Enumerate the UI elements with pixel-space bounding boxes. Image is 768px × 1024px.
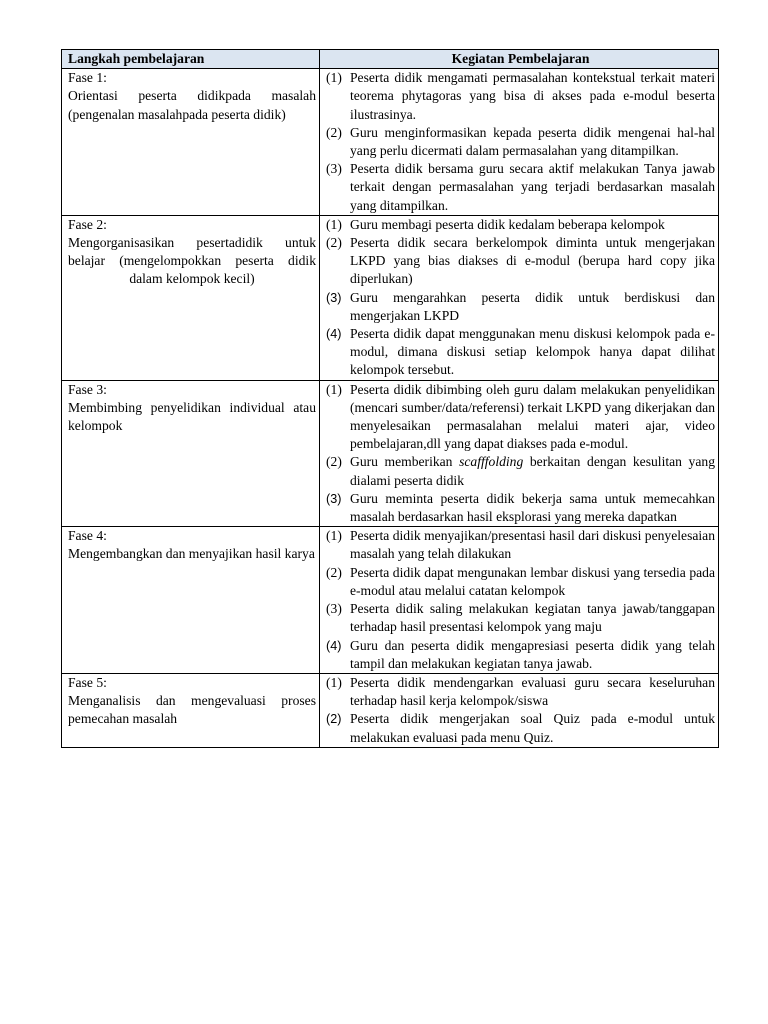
phase-4-activities-cell — [320, 527, 719, 674]
item-text: Peserta didik bersama guru secara aktif melakukan Tanya jawab terkait dengan permasalahan yang terjadi berdasarkan masalah yang ditampilkan. — [350, 161, 715, 213]
list-item — [326, 490, 715, 526]
phase-5-description: Menganalisis dan mengevaluasi proses pemecahan masalah — [68, 693, 316, 727]
item-text-start: Guru memberikan — [350, 454, 460, 470]
list-item — [326, 674, 715, 710]
item-number: (3) — [326, 290, 342, 305]
item-number: (1) — [326, 381, 342, 397]
list-item — [326, 453, 715, 489]
phase-4-activity-list — [326, 527, 715, 673]
item-number: (4) — [326, 638, 342, 653]
list-item — [326, 710, 715, 746]
list-item — [326, 160, 715, 215]
header-learning-activities: Kegiatan Pembelajaran — [320, 50, 719, 69]
item-number: (3) — [326, 161, 342, 177]
phase-1-activity-list — [326, 69, 715, 215]
list-item — [326, 564, 715, 600]
list-item — [326, 381, 715, 454]
item-number: (1) — [326, 216, 342, 232]
phase-3-step-cell — [62, 380, 320, 527]
learning-steps-table — [61, 49, 719, 748]
phase-1-description: Orientasi peserta didikpada masalah (pengenalan masalahpada peserta didik) — [68, 88, 316, 122]
table-row-phase-4 — [62, 527, 719, 674]
phase-2-activities-cell — [320, 215, 719, 380]
item-text: Guru menginformasikan kepada peserta didik mengenai hal-hal yang perlu dicermati dalam permasalahan yang ditampilkan. — [350, 124, 715, 159]
item-number: (2) — [326, 454, 342, 470]
list-item — [326, 527, 715, 563]
list-item — [326, 124, 715, 160]
phase-1-step-cell — [62, 69, 320, 216]
item-text: Peserta didik mengamati permasalahan kontekstual terkait materi teorema phytagoras yang bisa di akses pada e-modul beserta ilustrasinya. — [350, 70, 715, 122]
item-number: (2) — [326, 235, 342, 251]
item-text: Peserta didik secara berkelompok diminta untuk mengerjakan LKPD yang bias diakses di e-modul (berupa hard copy jika diperlukan) — [350, 235, 715, 287]
list-item — [326, 600, 715, 636]
phase-3-title: Fase 3: — [68, 381, 107, 397]
phase-4-description: Mengembangkan dan menyajikan hasil karya — [68, 546, 315, 562]
phase-5-step-cell — [62, 673, 320, 747]
phase-2-activity-list — [326, 216, 715, 380]
phase-4-title: Fase 4: — [68, 528, 107, 544]
item-number: (2) — [326, 564, 342, 580]
item-text: Guru dan peserta didik mengapresiasi peserta didik yang telah tampil dan melakukan kegiatan tanya jawab. — [350, 637, 715, 671]
table-header-row — [62, 50, 719, 69]
item-number: (4) — [326, 327, 342, 342]
item-text: Guru membagi peserta didik kedalam beberapa kelompok — [350, 216, 665, 232]
phase-1-title: Fase 1: — [68, 70, 107, 86]
item-text-italic: scafffolding — [459, 454, 524, 470]
list-item — [326, 216, 715, 234]
list-item — [326, 637, 715, 673]
item-number: (1) — [326, 674, 342, 690]
phase-3-activity-list — [326, 381, 715, 527]
item-text: Peserta didik mendengarkan evaluasi guru secara keseluruhan terhadap hasil kerja kelompok/siswa — [350, 674, 715, 709]
item-text: Peserta didik dapat menggunakan menu diskusi kelompok pada e-modul, dimana diskusi setiap kelompok hanya dapat dilihat kelompok tersebut. — [350, 326, 715, 378]
item-text: Peserta didik dibimbing oleh guru dalam melakukan penyelidikan (mencari sumber/data/referensi) terkait LKPD yang dikerjakan dan menyelesaikan permasalahan melalui materi ajar, video pembelajaran,dll yang dapat diakses pada e-modul. — [350, 381, 715, 452]
item-number: (3) — [326, 601, 342, 617]
list-item — [326, 234, 715, 289]
phase-5-activities-cell — [320, 673, 719, 747]
header-learning-steps: Langkah pembelajaran — [62, 50, 320, 69]
phase-2-step-cell — [62, 215, 320, 380]
item-text: Peserta didik mengerjakan soal Quiz pada e-modul untuk melakukan evaluasi pada menu Quiz. — [350, 711, 715, 745]
table-row-phase-5 — [62, 673, 719, 747]
list-item — [326, 325, 715, 380]
phase-2-title: Fase 2: — [68, 216, 107, 232]
item-number: (1) — [326, 70, 342, 86]
item-number: (2) — [326, 712, 342, 727]
list-item — [326, 289, 715, 325]
phase-4-step-cell — [62, 527, 320, 674]
phase-3-activities-cell — [320, 380, 719, 527]
item-text-end: berkaitan dengan kesulitan yang dialami peserta didik — [350, 454, 715, 488]
item-text: Peserta didik dapat mengunakan lembar diskusi yang tersedia pada e-modul atau melalui catatan kelompok — [350, 564, 715, 598]
item-number: (3) — [326, 491, 342, 506]
phase-3-description: Membimbing penyelidikan individual atau kelompok — [68, 399, 316, 434]
phase-5-activity-list — [326, 674, 715, 747]
table-row-phase-1 — [62, 69, 719, 216]
item-text: Guru mengarahkan peserta didik untuk berdiskusi dan mengerjakan LKPD — [350, 289, 715, 323]
item-text: Guru meminta peserta didik bekerja sama untuk memecahkan masalah berdasarkan hasil eksplorasi yang mereka dapatkan — [350, 490, 715, 525]
phase-5-title: Fase 5: — [68, 674, 107, 690]
item-number: (1) — [326, 528, 342, 544]
list-item — [326, 69, 715, 124]
item-number: (2) — [326, 124, 342, 140]
table-row-phase-2 — [62, 215, 719, 380]
phase-1-activities-cell — [320, 69, 719, 216]
item-text: Peserta didik menyajikan/presentasi hasil dari diskusi penyelesaian masalah yang telah dilakukan — [350, 528, 715, 562]
table-row-phase-3 — [62, 380, 719, 527]
phase-2-description: Mengorganisasikan pesertadidik untuk belajar (mengelompokkan peserta didik dalam kelompok kecil) — [68, 235, 316, 287]
item-text: Peserta didik saling melakukan kegiatan tanya jawab/tanggapan terhadap hasil presentasi kelompok yang maju — [350, 601, 715, 635]
